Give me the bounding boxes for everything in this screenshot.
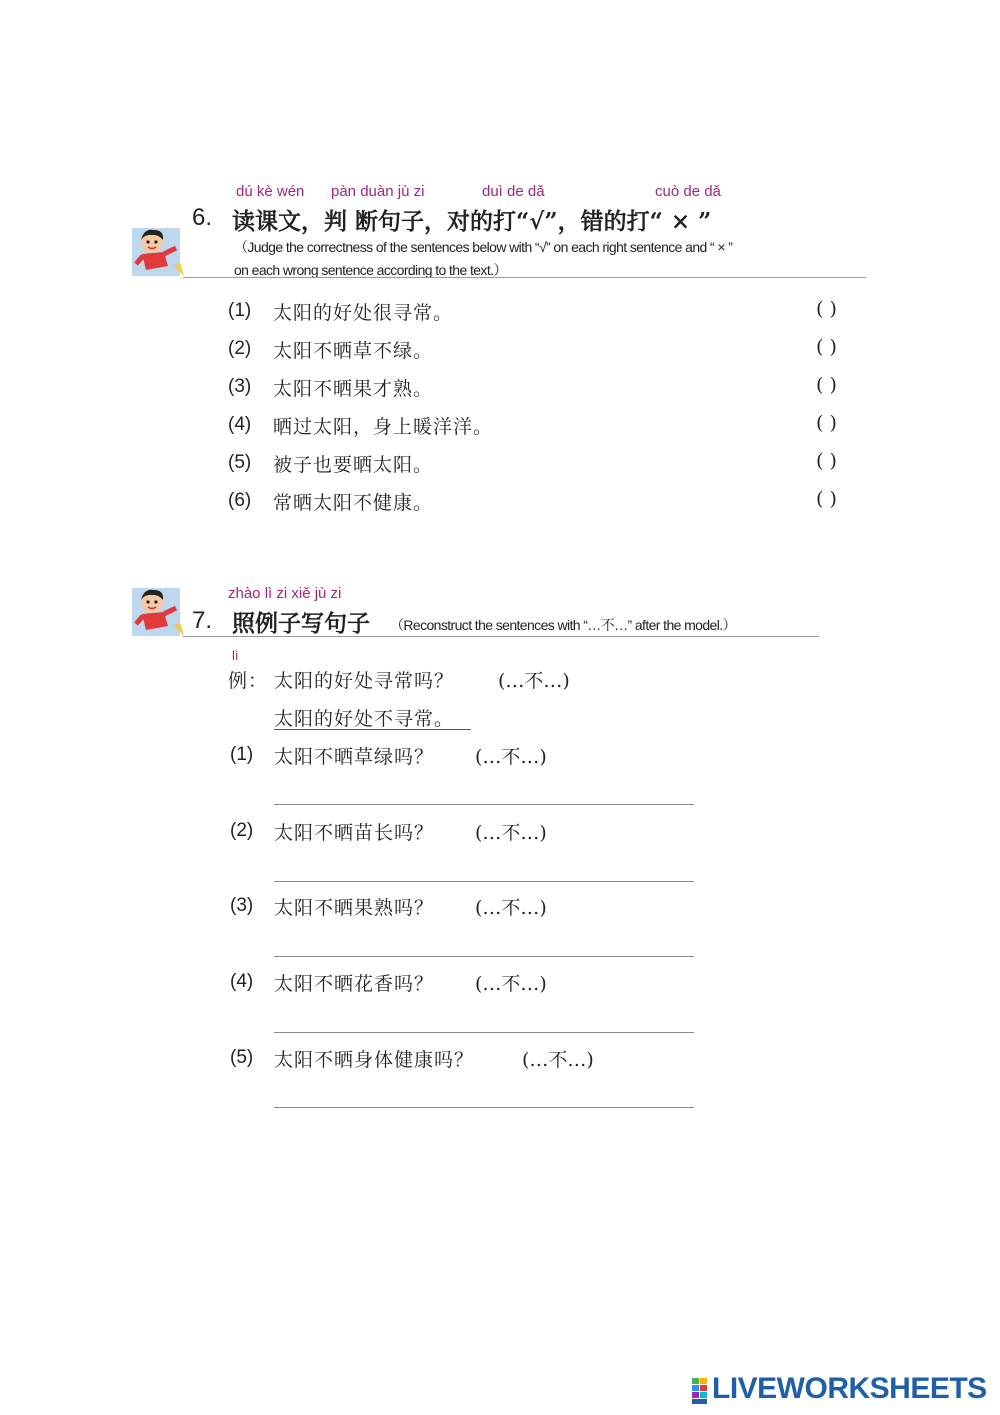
q7-underline <box>183 636 819 637</box>
example-label: 例： <box>228 670 269 692</box>
list-item <box>228 336 868 374</box>
q6-pinyin-3: duì de dǎ <box>482 183 545 200</box>
q6-underline <box>183 277 866 278</box>
item-number: (3) <box>230 895 254 916</box>
q6-title: 读课文，判 断句子，对的打“√”，错的打“ × ” <box>232 208 712 235</box>
live-tile-icon <box>692 1378 708 1404</box>
item-number: (6) <box>228 490 252 511</box>
example-answer-underline <box>274 729 471 730</box>
brand-name: LIVEWORKSHEETS <box>712 1372 987 1405</box>
answer-line[interactable] <box>274 1107 694 1108</box>
answer-box[interactable]: ( ) <box>816 450 837 472</box>
item-number: (2) <box>230 820 254 841</box>
q6-number: 6. <box>192 204 213 231</box>
list-item <box>228 412 868 450</box>
q6-pinyin-4: cuò de dǎ <box>655 183 721 200</box>
answer-box[interactable]: ( ) <box>816 412 837 434</box>
example-answer: 太阳的好处不寻常。 <box>274 708 455 730</box>
q6-subtitle-line1: （Judge the correctness of the sentences below with “√” on each right sentence and “ × ” <box>234 239 733 255</box>
item-hint: (…不…) <box>475 746 547 768</box>
answer-box[interactable]: ( ) <box>816 336 837 358</box>
list-item <box>228 488 868 526</box>
item-number: (5) <box>230 1047 254 1068</box>
answer-line[interactable] <box>274 804 694 805</box>
item-number: (5) <box>228 452 252 473</box>
item-hint: (…不…) <box>475 897 547 919</box>
q6-item-list <box>228 298 868 526</box>
answer-box[interactable]: ( ) <box>816 374 837 396</box>
answer-line[interactable] <box>274 1032 694 1033</box>
q7-subtitle: （Reconstruct the sentences with “…不…” after the model.） <box>390 617 736 633</box>
q6-pinyin-1: dú kè wén <box>236 183 305 200</box>
answer-box[interactable]: ( ) <box>816 488 837 510</box>
item-text: 太阳不晒苗长吗？ <box>274 822 435 844</box>
item-text: 太阳不晒草不绿。 <box>273 340 434 362</box>
item-text: 太阳不晒身体健康吗？ <box>274 1049 475 1071</box>
example-question: 太阳的好处寻常吗？ <box>274 670 455 692</box>
answer-line[interactable] <box>274 956 694 957</box>
list-item <box>228 450 868 488</box>
item-number: (1) <box>228 300 252 321</box>
q7-number: 7. <box>192 607 213 634</box>
boy-mascot-icon <box>130 222 186 278</box>
item-text: 太阳不晒花香吗？ <box>274 973 435 995</box>
item-number: (1) <box>230 744 254 765</box>
list-item <box>228 374 868 412</box>
item-text: 晒过太阳，身上暖洋洋。 <box>273 416 494 438</box>
item-text: 被子也要晒太阳。 <box>273 454 434 476</box>
list-item <box>228 298 868 336</box>
item-hint: (…不…) <box>475 973 547 995</box>
answer-box[interactable]: ( ) <box>816 298 837 320</box>
item-number: (2) <box>228 338 252 359</box>
answer-line[interactable] <box>274 881 694 882</box>
item-text: 太阳不晒果才熟。 <box>273 378 434 400</box>
example-hint: (…不…) <box>498 670 570 692</box>
boy-mascot-icon <box>130 582 186 638</box>
q7-title: 照例子写句子 <box>232 610 370 637</box>
q7-pinyin: zhào lì zi xiě jù zi <box>228 585 342 602</box>
item-number: (4) <box>228 414 252 435</box>
item-hint: (…不…) <box>475 822 547 844</box>
item-text: 常晒太阳不健康。 <box>273 492 434 514</box>
q6-subtitle-line2: on each wrong sentence according to the text.） <box>234 262 507 278</box>
item-hint: (…不…) <box>522 1049 594 1071</box>
item-number: (3) <box>228 376 252 397</box>
item-text: 太阳不晒果熟吗？ <box>274 897 435 919</box>
q6-pinyin-2: pàn duàn jù zi <box>331 183 425 200</box>
item-text: 太阳的好处很寻常。 <box>273 302 454 324</box>
example-pinyin: lì <box>232 648 239 663</box>
item-number: (4) <box>230 971 254 992</box>
item-text: 太阳不晒草绿吗？ <box>274 746 435 768</box>
